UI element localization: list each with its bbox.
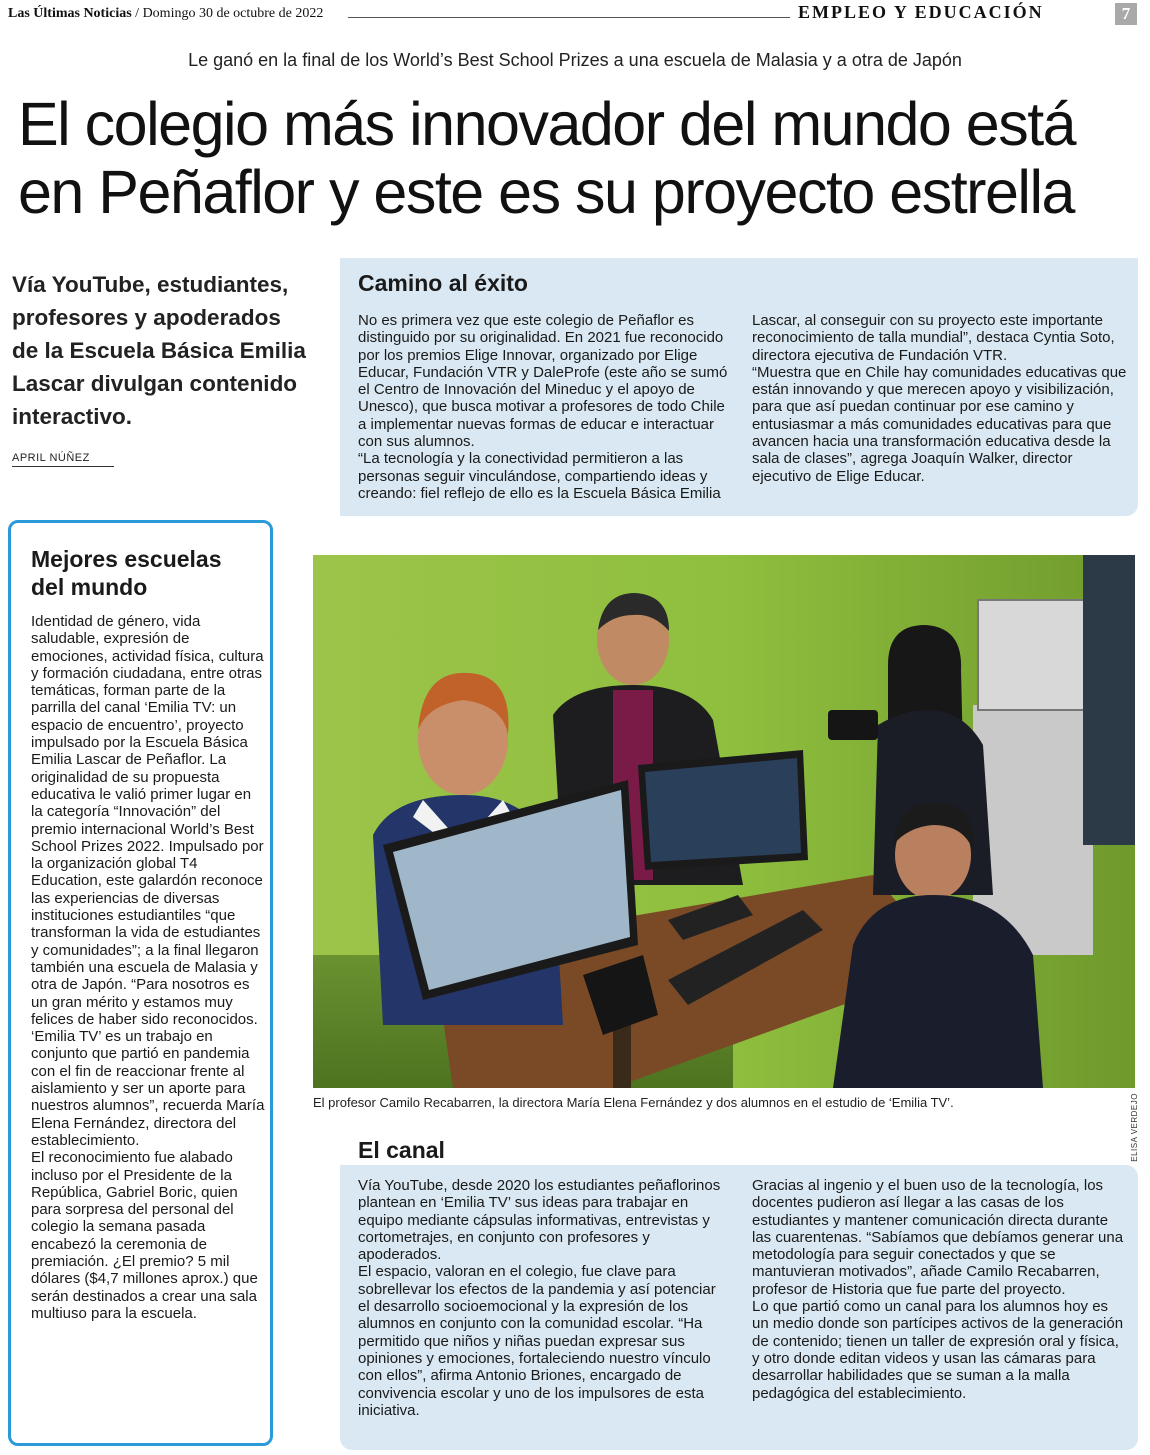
kicker: Le ganó en la final de los World’s Best School Prizes a una escuela de Malasia y a otra de Japón — [188, 50, 962, 70]
headline — [18, 90, 1138, 226]
studio-photo-illustration — [313, 555, 1135, 1088]
sidebar-paragraph: El reconocimiento fue alabado incluso por el Presidente de la República, Gabriel Boric, quien para sorpresa del personal del colegio la semana pasada encabezó la ceremonia de premiación. ¿El premio? 5 mil dólares ($4,7 millones aprox.) que serán destinados a crear una sala multiuso para la escuela. — [31, 1149, 258, 1322]
canal-column-2 — [752, 1177, 1128, 1402]
canal-paragraph: Gracias al ingenio y el buen uso de la tecnología, los docentes pudieron así llegar a las casas de los estudiantes y mantener comunicación directa durante las cuarentenas. “Sabíamos que debíamos generar una metodología para seguir conectados y que se mantuvieran motivados”, añade Camilo Recabarren, profesor de Historia que fue parte del proyecto. — [752, 1177, 1124, 1298]
photo-credit: ELISA VERDEJO — [1130, 1093, 1139, 1162]
canal-paragraph: Lo que partió como un canal para los alumnos hoy es un medio donde son partícipes activos de la generación de contenido; tienen un taller de expresión oral y física, y otro donde editan videos y usan las cámaras para desarrollar habilidades que se suman a la malla pedagógica del establecimiento. — [752, 1298, 1124, 1402]
section-name: EMPLEO Y EDUCACIÓN — [798, 2, 1044, 22]
camino-paragraph: Lascar, al conseguir con su proyecto este importante reconocimiento de talla mundial”, destaca Cyntia Soto, directora ejecutiva de Fundación VTR. — [752, 312, 1115, 364]
issue-date: Domingo 30 de octubre de 2022 — [142, 6, 324, 21]
canal-paragraph: El espacio, valoran en el colegio, fue clave para sobrellevar los efectos de la pandemia y así potenciar el desarrollo socioemocional y la expresión de los alumnos en conjunto con la comunidad escolar. “Ha permitido que niños y niñas puedan expresar sus opiniones y emociones, fortaleciendo nuestro vínculo con ellos”, afirma Antonio Briones, encargado de convivencia escolar y uno de los impulsores de esta iniciativa. — [358, 1263, 716, 1419]
headline-line-2: en Peñaflor y este es su proyecto estrella — [18, 158, 1074, 226]
camino-paragraph: “La tecnología y la conectividad permitieron a las personas seguir vinculándose, compartiendo ideas y creando: fiel reflejo de ello es la Escuela Básica Emilia — [358, 450, 721, 502]
sidebar-paragraph: Identidad de género, vida saludable, expresión de emociones, actividad física, cultura y formación ciudadana, entre otras temáticas, forman parte de la parrilla del canal ‘Emilia TV: un espacio de encuentro’, proyecto impulsado por la Escuela Básica Emilia Lascar de Peñaflor. La originalidad de su propuesta educativa le valió primer lugar en la categoría “Innovación” del premio internacional World’s Best School Prizes 2022. Impulsado por la organización global T4 Education, este galardón reconoce las experiencias de diversas instituciones estudiantiles “que transforman la vida de estudiantes y comunidades”; a la final llegaron también una escuela de Malasia y otra de Japón. “Para nosotros es un gran mérito y estamos muy felices de haber sido reconocidos. ‘Emilia TV’ es un trabajo en conjunto que partió en pandemia con el fin de reaccionar frente al aislamiento y ser un aporte para nuestros alumnos”, recuerda María Elena Fernández, directora del establecimiento. — [31, 613, 265, 1149]
photo-caption: El profesor Camilo Recabarren, la directora María Elena Fernández y dos alumnos en el estudio de ‘Emilia TV’. — [313, 1095, 954, 1110]
canal-box — [340, 1165, 1138, 1450]
sidebar-box — [8, 520, 273, 1446]
deck: Vía YouTube, estudiantes, profesores y apoderados de la Escuela Básica Emilia Lascar divulgan contenido interactivo. — [12, 272, 306, 429]
masthead-separator: / — [131, 6, 143, 21]
side-monitor — [1083, 555, 1135, 845]
masthead — [0, 0, 1150, 30]
canal-column-1 — [358, 1177, 730, 1419]
studio-photo — [313, 555, 1135, 1088]
masthead-rule — [348, 17, 790, 18]
canal-paragraph: Vía YouTube, desde 2020 los estudiantes peñaflorinos plantean en ‘Emilia TV’ sus ideas para trabajar en equipo mediante cápsulas informativas, entrevistas y cortometrajes, en conjunto con profesores y apoderados. — [358, 1177, 721, 1264]
equipment-case — [978, 600, 1088, 710]
newspaper-name: Las Últimas Noticias — [8, 6, 132, 21]
canal-title: El canal — [358, 1137, 445, 1163]
camino-paragraph: No es primera vez que este colegio de Peñaflor es distinguido por su originalidad. En 2021 fue reconocido por los premios Elige Innovar, organizado por Elige Educar, Fundación VTR y DaleProfe (este año se sumó el Centro de Innovación del Mineduc y el apoyo de Unesco), que busca motivar a profesores de todo Chile a implementar nuevas formas de educar e interactuar con sus alumnos. — [358, 312, 728, 451]
camino-column-2 — [752, 312, 1128, 485]
masthead-left — [8, 6, 323, 22]
camino-column-1 — [358, 312, 730, 502]
camino-box — [340, 258, 1138, 516]
desk-leg — [613, 1025, 631, 1088]
sidebar-body — [31, 613, 266, 1322]
small-monitor-screen — [645, 758, 801, 862]
camino-title: Camino al éxito — [358, 270, 528, 296]
headline-line-1: El colegio más innovador del mundo está — [18, 90, 1076, 158]
byline: APRIL NÚÑEZ — [12, 452, 114, 467]
camino-paragraph: “Muestra que en Chile hay comunidades educativas que están innovando y que merecen apoyo y visibilización, para que así puedan continuar por ese camino y entusiasmar a más comunidades educativas para que avancen hacia una transformación educativa desde la sala de clases”, agrega Joaquín Walker, director ejecutivo de Elige Educar. — [752, 363, 1127, 485]
camera — [828, 710, 878, 740]
page-number: 7 — [1115, 3, 1137, 25]
sidebar-title: Mejores escuelas del mundo — [31, 546, 222, 600]
